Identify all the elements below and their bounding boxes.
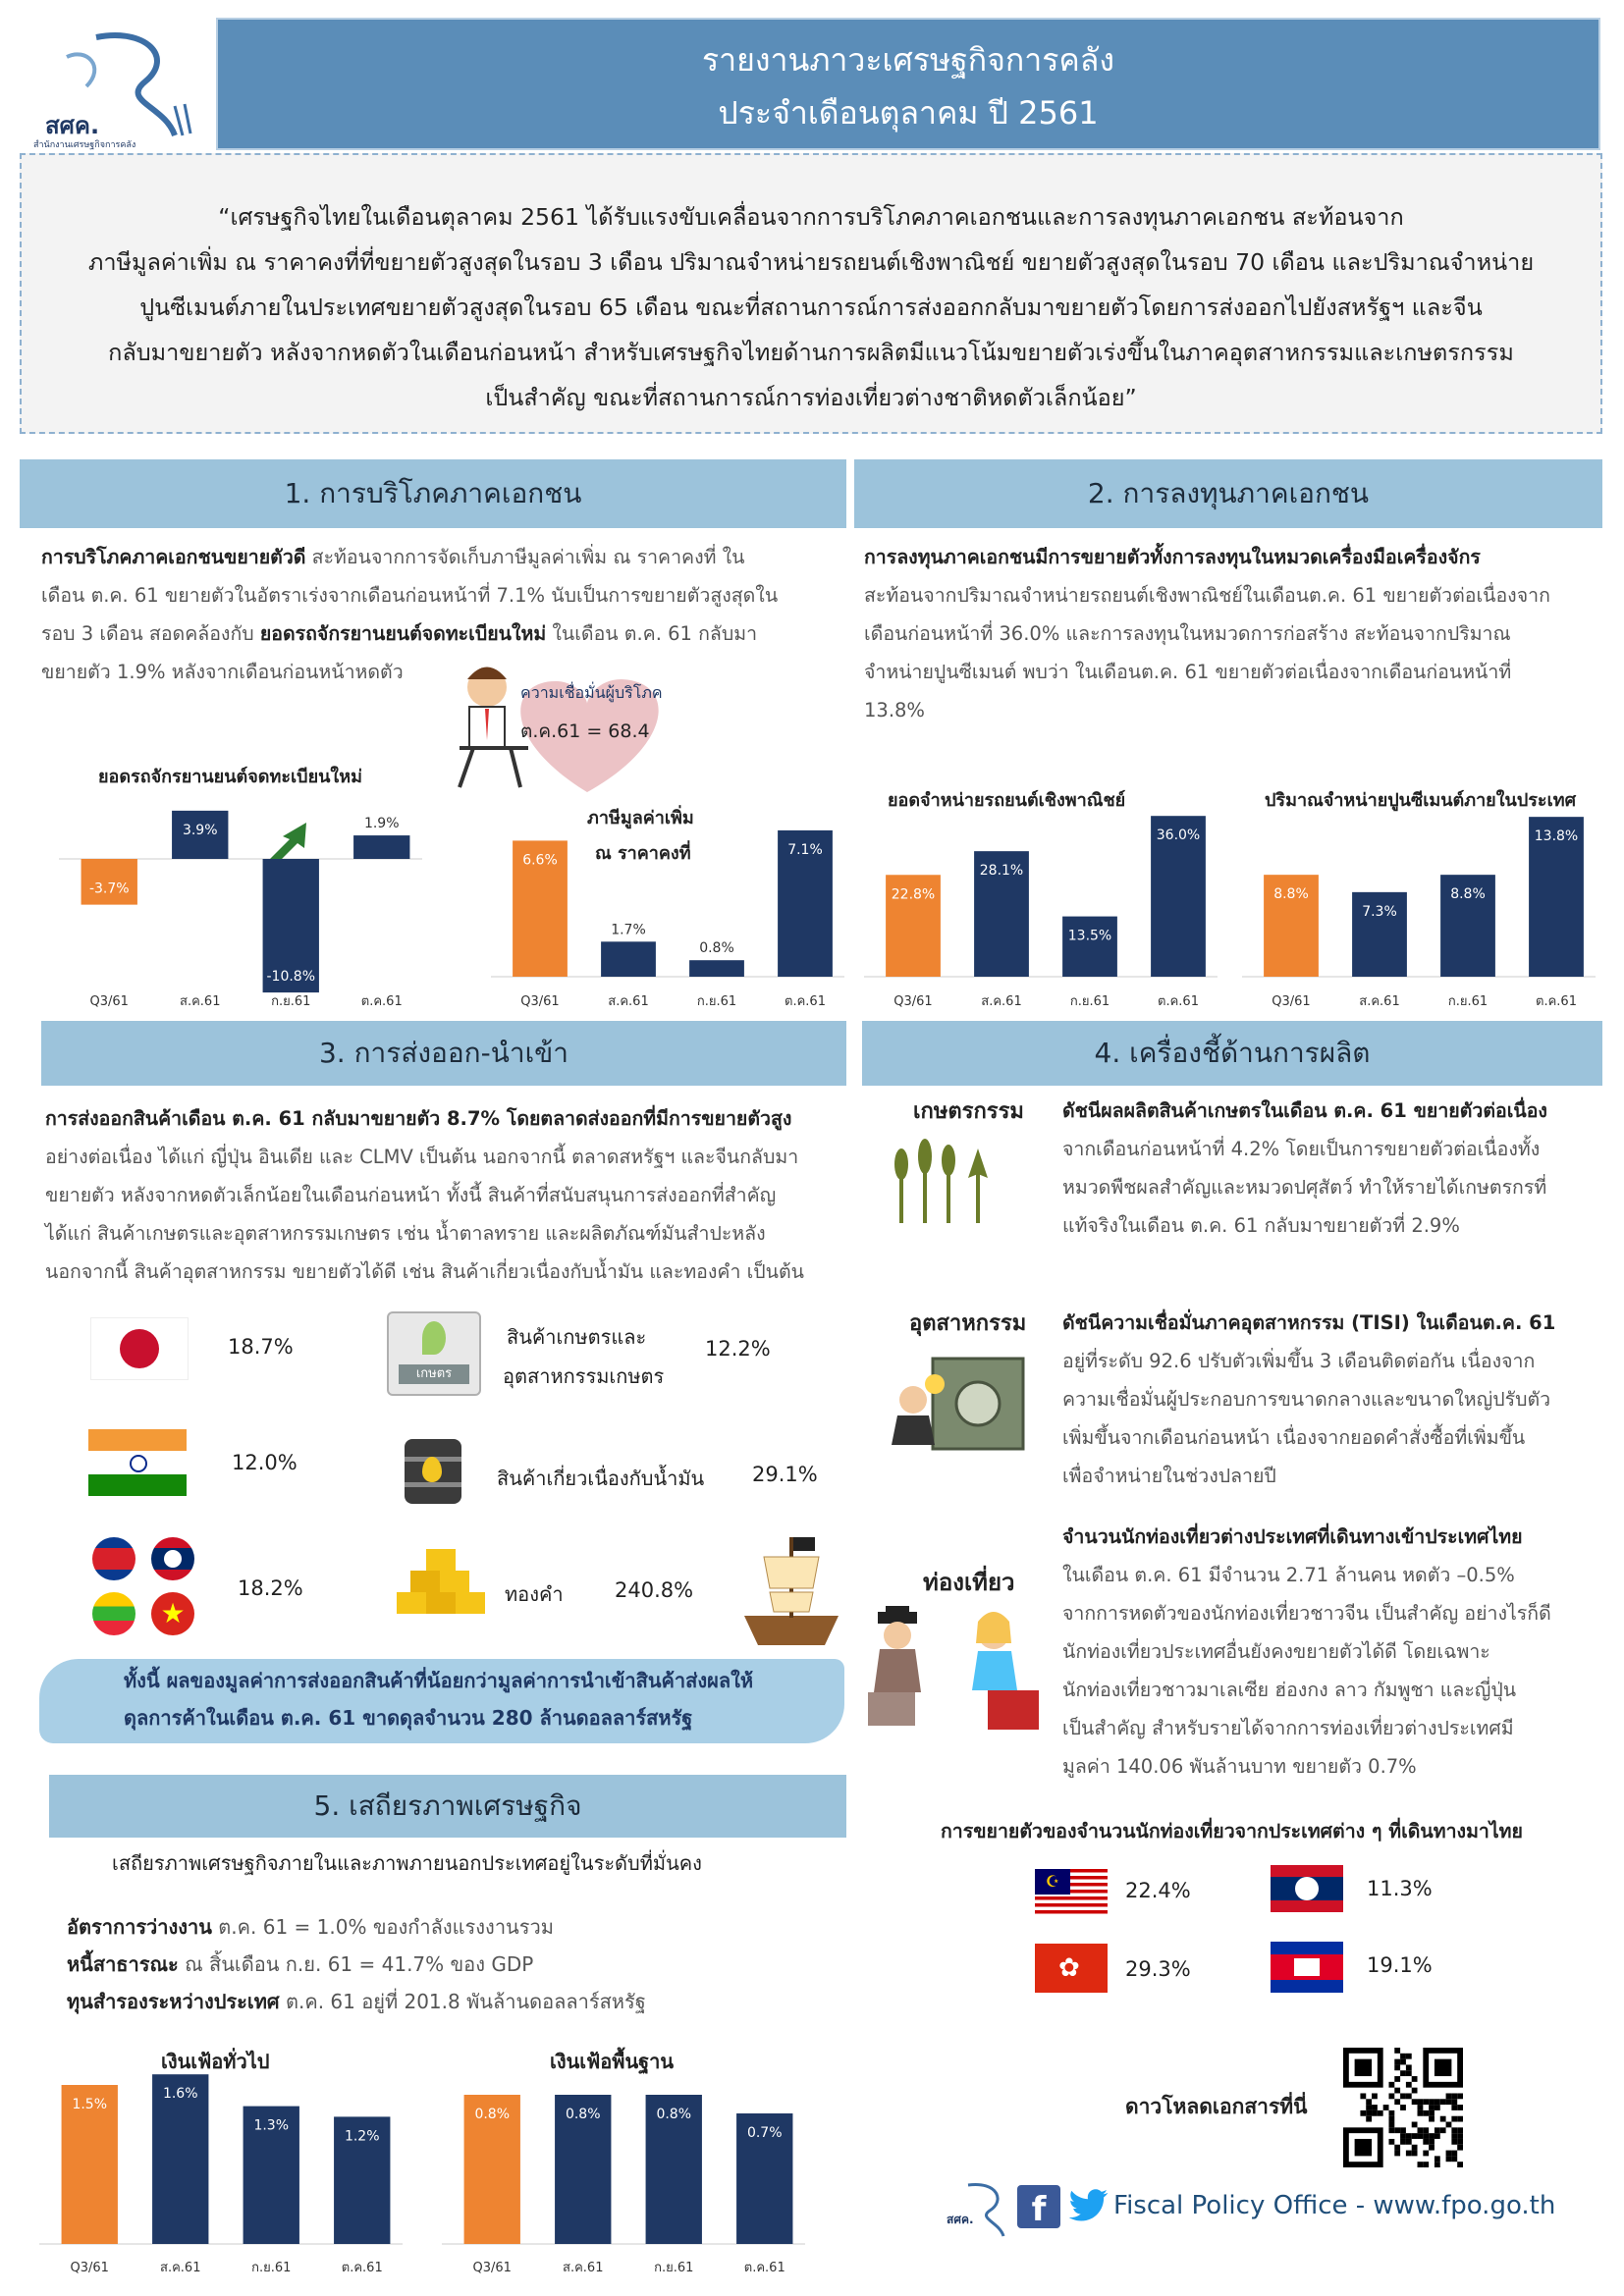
laos-flag-icon — [1271, 1865, 1343, 1912]
s4-line: มูลค่า 140.06 พันล้านบาท ขยายตัว 0.7% — [1062, 1755, 1417, 1778]
bar-label-motorcycle-1: 3.9% — [182, 822, 218, 838]
category-label-commercial_car-1: ส.ค.61 — [981, 994, 1022, 1009]
s3-line: อย่างต่อเนื่อง ได้แก่ ญี่ปุ่น อินเดีย และ CLMV เป็นต้น นอกจากนี้ ตลาดสหรัฐฯ และจีนกลับมา — [45, 1146, 799, 1168]
core-inflation-chart-title: เงินเฟ้อพื้นฐาน — [550, 2050, 675, 2073]
bar-label-core_inflation-2: 0.8% — [656, 2107, 692, 2122]
headline-inflation-chart — [39, 2061, 412, 2277]
category-label-core_inflation-1: ส.ค.61 — [563, 2261, 604, 2275]
unemployment-label: อัตราการว่างงาน — [67, 1915, 212, 1939]
category-label-core_inflation-2: ก.ย.61 — [654, 2261, 694, 2275]
laos-tourist-growth: 11.3% — [1367, 1877, 1433, 1900]
trade-balance-box — [39, 1659, 844, 1743]
bar-label-core_inflation-1: 0.8% — [565, 2107, 601, 2122]
section3-text — [45, 1099, 850, 1291]
bar-label-motorcycle-3: 1.9% — [363, 816, 400, 832]
bar-label-vat-3: 7.1% — [787, 841, 823, 858]
category-label-vat-3: ต.ค.61 — [785, 994, 826, 1009]
section5-indicators — [67, 1908, 646, 2020]
commercial-car-chart-title: ยอดจำหน่ายรถยนต์เชิงพาณิชย์ — [888, 790, 1126, 811]
unemployment-value: ต.ค. 61 = 1.0% ของกำลังแรงงานรวม — [211, 1915, 554, 1939]
section3-header: 3. การส่งออก-นำเข้า — [41, 1021, 846, 1086]
section1-header: 1. การบริโภคภาคเอกชน — [20, 459, 846, 528]
motorcycle-chart-title: ยอดรถจักรยานยนต์จดทะเบียนใหม่ — [98, 767, 362, 787]
cambodia-tourist-growth: 19.1% — [1367, 1953, 1433, 1977]
industry-text — [1062, 1304, 1608, 1495]
category-label-core_inflation-3: ต.ค.61 — [743, 2261, 785, 2275]
consumer-confidence-graphic — [440, 660, 695, 797]
s4-line: ดัชนีความเชื่อมั่นภาคอุตสาหกรรม (TISI) ในเดือนต.ค. 61 — [1062, 1311, 1556, 1334]
tourism-text — [1062, 1518, 1608, 1786]
bar-label-vat-2: 0.8% — [699, 940, 734, 957]
fpo-website-link[interactable]: Fiscal Policy Office - www.fpo.go.th — [1113, 2191, 1556, 2220]
s2-line: 13.8% — [864, 699, 925, 721]
headline-inflation-chart-title: เงินเฟ้อทั่วไป — [161, 2050, 270, 2073]
s3-line: การส่งออกสินค้าเดือน ต.ค. 61 กลับมาขยายตัว 8.7% โดยตลาดส่งออกที่มีการขยายตัวสูง — [45, 1107, 792, 1130]
section5-subtitle: เสถียรภาพเศรษฐกิจภายในและภาพภายนอกประเทศอยู่ในระดับที่มั่นคง — [112, 1851, 702, 1875]
bar-commercial_car-2 — [1062, 917, 1117, 977]
category-label-motorcycle-3: ต.ค.61 — [360, 994, 403, 1009]
summary-line: “เศรษฐกิจไทยในเดือนตุลาคม 2561 ได้รับแรงขับเคลื่อนจากการบริโภคภาคเอกชนและการลงทุนภาคเอกชน สะท้อนจาก — [218, 203, 1404, 231]
motorcycle-chart — [59, 805, 432, 1011]
clmv-export-growth: 18.2% — [238, 1576, 303, 1600]
public-debt-value: ณ สิ้นเดือน ก.ย. 61 = 41.7% ของ GDP — [178, 1952, 534, 1976]
title-line-2: ประจำเดือนตุลาคม ปี 2561 — [718, 94, 1099, 132]
title-line-1: รายงานภาวะเศรษฐกิจการคลัง — [701, 41, 1115, 79]
india-export-growth: 12.0% — [232, 1451, 298, 1474]
reserves-label: ทุนสำรองระหว่างประเทศ — [67, 1990, 280, 2013]
category-label-commercial_car-2: ก.ย.61 — [1069, 994, 1110, 1009]
bar-label-cement-3: 13.8% — [1534, 828, 1579, 845]
download-label: ดาวโหลดเอกสารที่นี่ — [1125, 2095, 1308, 2118]
cement-chart — [1242, 805, 1605, 1011]
section2-text — [864, 538, 1600, 729]
s4-line: ดัชนีผลผลิตสินค้าเกษตรในเดือน ต.ค. 61 ขยายตัวต่อเนื่อง — [1062, 1099, 1547, 1122]
category-label-core_inflation-0: Q3/61 — [472, 2261, 512, 2275]
category-label-cement-1: ส.ค.61 — [1359, 994, 1400, 1009]
confidence-value: ต.ค.61 = 68.4 — [520, 721, 650, 742]
fpo-logo — [27, 27, 194, 155]
logo-text: สศค. — [45, 112, 100, 139]
category-label-vat-1: ส.ค.61 — [608, 994, 649, 1009]
bar-label-vat-0: 6.6% — [522, 852, 558, 869]
category-label-commercial_car-3: ต.ค.61 — [1158, 994, 1199, 1009]
trade-balance-line-1: ทั้งนี้ ผลของมูลค่าการส่งออกสินค้าที่น้อยกว่ามูลค่าการนำเข้าสินค้าส่งผลให้ — [124, 1669, 754, 1692]
s1-text: รอบ 3 เดือน สอดคล้องกับ — [41, 622, 260, 645]
category-label-cement-2: ก.ย.61 — [1447, 994, 1489, 1009]
category-label-motorcycle-2: ก.ย.61 — [271, 994, 311, 1009]
bar-label-vat-1: 1.7% — [611, 922, 646, 938]
bar-label-commercial_car-1: 28.1% — [979, 863, 1024, 880]
vat-chart-title-2: ณ ราคาคงที่ — [595, 843, 691, 864]
qr-code-icon[interactable] — [1343, 2048, 1463, 2167]
category-label-cement-3: ต.ค.61 — [1536, 994, 1577, 1009]
gold-product-label: ทองคำ — [505, 1582, 564, 1606]
vat-chart — [491, 805, 854, 1011]
s1-text: สะท้อนจากการจัดเก็บภาษีมูลค่าเพิ่ม ณ ราคาคงที่ ใน — [305, 546, 745, 568]
section2-header: 2. การลงทุนภาคเอกชน — [854, 459, 1602, 528]
s4-line: นักท่องเที่ยวประเทศอื่นยังคงขยายตัวได้ดี โดยเฉพาะ — [1062, 1640, 1490, 1663]
summary-line: กลับมาขยายตัว หลังจากหดตัวในเดือนก่อนหน้า สำหรับเศรษฐกิจไทยด้านการผลิตมีแนวโน้มขยายตัวเร่งขึ้นในภาคอุตสาหกรรมและเกษตรกรรม — [108, 339, 1514, 366]
category-label-motorcycle-0: Q3/61 — [89, 994, 129, 1009]
bar-label-headline_inflation-2: 1.3% — [253, 2117, 290, 2134]
category-label-commercial_car-0: Q3/61 — [893, 994, 933, 1009]
oil-product-growth: 29.1% — [752, 1463, 818, 1486]
agri-product-label-1: สินค้าเกษตรและ — [507, 1325, 647, 1349]
bar-label-commercial_car-2: 13.5% — [1067, 928, 1112, 944]
footer-logo-text: สศค. — [947, 2213, 974, 2226]
oil-product-label: สินค้าเกี่ยวเนื่องกับน้ำมัน — [497, 1467, 705, 1490]
agri-product-growth: 12.2% — [705, 1337, 771, 1361]
bar-label-headline_inflation-1: 1.6% — [162, 2086, 198, 2103]
s2-line: เดือนก่อนหน้าที่ 36.0% และการลงทุนในหมวดการก่อสร้าง สะท้อนจากปริมาณ — [864, 622, 1511, 645]
agri-label: เกษตรกรรม — [913, 1099, 1024, 1124]
s4-line: แท้จริงในเดือน ต.ค. 61 กลับมาขยายตัวที่ 2.9% — [1062, 1214, 1460, 1237]
s1-line: เดือน ต.ค. 61 ขยายตัวในอัตราเร่งจากเดือนก่อนหน้าที่ 7.1% นับเป็นการขยายตัวสูงสุดใน — [41, 584, 779, 607]
summary-line: ภาษีมูลค่าเพิ่ม ณ ราคาคงที่ที่ขยายตัวสูงสุดในรอบ 3 เดือน ปริมาณจำหน่ายรถยนต์เชิงพาณิชย์ ขยายตัวสูงสุดในรอบ 70 เดือน และปริมาณจำหน่าย — [87, 248, 1535, 276]
tourism-label: ท่องเที่ยว — [923, 1569, 1015, 1596]
hongkong-tourist-growth: 29.3% — [1125, 1957, 1191, 1981]
agri-text — [1062, 1092, 1608, 1245]
commercial-car-chart — [864, 805, 1227, 1011]
bar-label-cement-2: 8.8% — [1450, 886, 1486, 903]
agri-icon-text: เกษตร — [399, 1364, 469, 1384]
industry-label: อุตสาหกรรม — [909, 1311, 1027, 1336]
logo-subtext: สำนักงานเศรษฐกิจการคลัง — [33, 140, 136, 150]
bar-label-commercial_car-0: 22.8% — [891, 886, 936, 903]
s2-line: จำหน่ายปูนซีเมนต์ พบว่า ในเดือนต.ค. 61 ขยายตัวต่อเนื่องจากเดือนก่อนหน้าที่ — [864, 661, 1512, 683]
s4-line: อยู่ที่ระดับ 92.6 ปรับตัวเพิ่มขึ้น 3 เดือนติดต่อกัน เนื่องจาก — [1062, 1350, 1536, 1372]
s1-bold: ยอดรถจักรยานยนต์จดทะเบียนใหม่ — [259, 622, 547, 645]
bar-label-headline_inflation-3: 1.2% — [344, 2128, 380, 2145]
category-label-headline_inflation-2: ก.ย.61 — [251, 2261, 292, 2275]
agri-product-label-2: อุตสาหกรรมเกษตร — [503, 1364, 665, 1388]
s4-line: ในเดือน ต.ค. 61 มีจำนวน 2.71 ล้านคน หดตัว –0.5% — [1062, 1564, 1515, 1586]
twitter-icon[interactable] — [1064, 2183, 1111, 2230]
s2-line: สะท้อนจากปริมาณจำหน่ายรถยนต์เชิงพาณิชย์ในเดือนต.ค. 61 ขยายตัวต่อเนื่องจาก — [864, 584, 1550, 607]
bar-label-commercial_car-3: 36.0% — [1156, 828, 1201, 844]
bar-label-cement-1: 7.3% — [1362, 903, 1397, 920]
s4-line: ความเชื่อมั่นผู้ประกอบการขนาดกลางและขนาดใหญ่ปรับตัว — [1062, 1388, 1551, 1411]
agri-product-icon — [387, 1311, 481, 1396]
gold-bars-icon — [393, 1547, 487, 1622]
report-title — [216, 18, 1600, 150]
core-inflation-chart — [442, 2061, 815, 2277]
cement-chart-title: ปริมาณจำหน่ายปูนซีเมนต์ภายในประเทศ — [1265, 790, 1577, 811]
malaysia-flag-icon: ☪ — [1035, 1869, 1108, 1916]
japan-flag-icon — [90, 1317, 189, 1380]
tourists-icon — [864, 1606, 1051, 1734]
s3-line: นอกจากนี้ สินค้าอุตสาหกรรม ขยายตัวได้ดี เช่น สินค้าเกี่ยวเนื่องกับน้ำมัน และทองคำ เป็นต้น — [45, 1260, 804, 1283]
summary-quote — [20, 153, 1602, 434]
reserves-value: ต.ค. 61 อยู่ที่ 201.8 พันล้านดอลลาร์สหรัฐ — [279, 1990, 646, 2013]
s4-line: เพิ่มขึ้นจากเดือนก่อนหน้า เนื่องจากยอดคำสั่งซื้อที่เพิ่มขึ้น — [1062, 1426, 1526, 1449]
category-label-headline_inflation-1: ส.ค.61 — [160, 2261, 201, 2275]
bar-label-motorcycle-0: -3.7% — [88, 881, 130, 897]
malaysia-tourist-growth: 22.4% — [1125, 1879, 1191, 1902]
s4-line: เพื่อจำหน่ายในช่วงปลายปี — [1062, 1465, 1276, 1487]
s4-line: เป็นสำคัญ สำหรับรายได้จากการท่องเที่ยวต่างประเทศมี — [1062, 1717, 1514, 1739]
bar-label-core_inflation-3: 0.7% — [746, 2125, 783, 2141]
facebook-icon[interactable]: f — [1017, 2185, 1060, 2228]
section4-header: 4. เครื่องชี้ด้านการผลิต — [862, 1021, 1602, 1086]
section5-header: 5. เสถียรภาพเศรษฐกิจ — [49, 1775, 846, 1838]
category-label-headline_inflation-3: ต.ค.61 — [341, 2261, 383, 2275]
s4-line: นักท่องเที่ยวชาวมาเลเซีย ฮ่องกง ลาว กัมพูชา และญี่ปุ่น — [1062, 1679, 1517, 1701]
bar-label-core_inflation-0: 0.8% — [474, 2107, 511, 2122]
s4-line: จำนวนนักท่องเที่ยวต่างประเทศที่เดินทางเข้าประเทศไทย — [1062, 1525, 1523, 1548]
oil-barrel-icon — [397, 1429, 471, 1512]
summary-line: เป็นสำคัญ ขณะที่สถานการณ์การท่องเที่ยวต่างชาติหดตัวเล็กน้อย” — [485, 384, 1137, 411]
ship-icon — [734, 1527, 848, 1655]
confidence-label: ความเชื่อมั่นผู้บริโภค — [520, 683, 663, 702]
s4-line: จากเดือนก่อนหน้าที่ 4.2% โดยเป็นการขยายตัวต่อเนื่องทั้ง — [1062, 1138, 1541, 1160]
hongkong-flag-icon: ✿ — [1035, 1944, 1108, 1993]
clmv-flags-icon: ★ — [90, 1537, 200, 1639]
s1-bold: การบริโภคภาคเอกชนขยายตัวดี — [41, 546, 306, 568]
footer-logo — [939, 2181, 1013, 2240]
s4-line: หมวดพืชผลสำคัญและหมวดปศุสัตว์ ทำให้รายได้เกษตรกรที่ — [1062, 1176, 1547, 1199]
s1-text: ในเดือน ต.ค. 61 กลับมา — [546, 622, 758, 645]
japan-export-growth: 18.7% — [228, 1335, 294, 1359]
bar-vat-1 — [601, 941, 656, 977]
bar-label-motorcycle-2: -10.8% — [266, 969, 316, 986]
bar-label-headline_inflation-0: 1.5% — [72, 2097, 108, 2112]
category-label-motorcycle-1: ส.ค.61 — [180, 994, 221, 1009]
s4-line: จากการหดตัวของนักท่องเที่ยวชาวจีน เป็นสำคัญ อย่างไรก็ดี — [1062, 1602, 1551, 1625]
gold-product-growth: 240.8% — [615, 1578, 694, 1602]
s3-line: ขยายตัว หลังจากหดตัวเล็กน้อยในเดือนก่อนหน้า ทั้งนี้ สินค้าที่สนับสนุนการส่งออกที่สำคัญ — [45, 1184, 777, 1206]
trade-balance-line-2: ดุลการค้าในเดือน ต.ค. 61 ขาดดุลจำนวน 280 ล้านดอลลาร์สหรัฐ — [124, 1706, 693, 1730]
s2-line: การลงทุนภาคเอกชนมีการขยายตัวทั้งการลงทุนในหมวดเครื่องมือเครื่องจักร — [864, 546, 1481, 568]
category-label-cement-0: Q3/61 — [1272, 994, 1311, 1009]
summary-line: ปูนซีเมนต์ภายในประเทศขยายตัวสูงสุดในรอบ 65 เดือน ขณะที่สถานการณ์การส่งออกกลับมาขยายตัวโดยการส่งออกไปยังสหรัฐฯ และจีน — [139, 294, 1483, 321]
tourist-growth-title: การขยายตัวของจำนวนนักท่องเที่ยวจากประเทศต่าง ๆ ที่เดินทางมาไทย — [941, 1820, 1523, 1842]
vat-chart-title-1: ภาษีมูลค่าเพิ่ม — [587, 808, 694, 828]
industry-safe-icon — [884, 1345, 1031, 1472]
s3-line: ได้แก่ สินค้าเกษตรและอุตสาหกรรมเกษตร เช่น น้ำตาลทราย และผลิตภัณฑ์มันสำปะหลัง — [45, 1222, 766, 1245]
category-label-headline_inflation-0: Q3/61 — [70, 2261, 109, 2275]
category-label-vat-2: ก.ย.61 — [696, 994, 737, 1009]
public-debt-label: หนี้สาธารณะ — [67, 1952, 179, 1976]
s1-line: ขยายตัว 1.9% หลังจากเดือนก่อนหน้าหดตัว — [41, 661, 404, 683]
india-flag-icon — [88, 1429, 187, 1496]
cambodia-flag-icon — [1271, 1942, 1343, 1993]
bar-label-cement-0: 8.8% — [1273, 886, 1309, 903]
bar-motorcycle-3 — [353, 835, 409, 859]
bar-vat-2 — [689, 960, 744, 977]
wheat-icon — [884, 1129, 1001, 1227]
category-label-vat-0: Q3/61 — [520, 994, 560, 1009]
